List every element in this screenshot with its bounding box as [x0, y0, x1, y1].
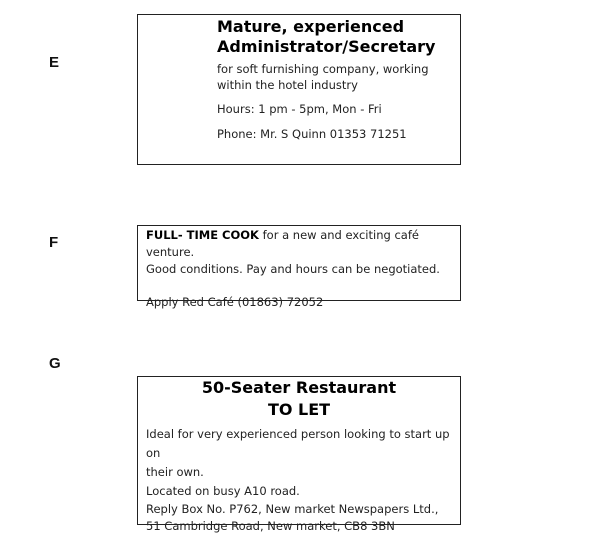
- advert-e-phone: Phone: Mr. S Quinn 01353 71251: [217, 127, 407, 141]
- advert-e-box: [137, 14, 461, 165]
- advert-g-line2: their own.: [146, 465, 204, 479]
- advert-f-line1-rest: for a new and exciting café venture.: [146, 228, 419, 259]
- advert-g-content: [146, 377, 452, 535]
- advert-e-hours: Hours: 1 pm - 5pm, Mon - Fri: [217, 102, 382, 116]
- advert-e-description-line1: for soft furnishing company, working: [217, 62, 429, 76]
- advert-f-line2: Good conditions. Pay and hours can be negotiated.: [146, 262, 440, 276]
- advert-g-line3: Located on busy A10 road.: [146, 484, 300, 498]
- advert-e-heading-line1: Mature, experienced: [217, 17, 405, 36]
- advert-g-title-line2: TO LET: [267, 400, 331, 419]
- advert-g-line5: 51 Cambridge Road, New market, CB8 3BN: [146, 519, 395, 533]
- ad-label-e: E: [49, 54, 60, 71]
- advert-g-box: [137, 376, 461, 533]
- advert-e-description-line2: within the hotel industry: [217, 78, 358, 92]
- advert-f-box: [137, 225, 461, 309]
- advert-g-line4: Reply Box No. P762, New market Newspapers Ltd.,: [146, 502, 439, 516]
- advert-f-line1: [146, 227, 454, 261]
- advert-f-content: [146, 227, 454, 310]
- advert-e-description: [217, 61, 454, 93]
- advert-f-apply: Apply Red Café (01863) 72052: [146, 295, 324, 309]
- ad-label-f: F: [49, 234, 59, 251]
- advert-g-body: [146, 425, 452, 535]
- advert-g-title-line1: 50-Seater Restaurant: [201, 378, 397, 397]
- advert-g-line1: Ideal for very experienced person looking to start up on: [146, 427, 450, 460]
- ad-label-g: G: [49, 355, 61, 372]
- advert-e-content: [217, 17, 454, 142]
- advert-e-heading-line2: Administrator/Secretary: [217, 37, 436, 56]
- advert-f-job-title: FULL- TIME COOK: [146, 228, 259, 242]
